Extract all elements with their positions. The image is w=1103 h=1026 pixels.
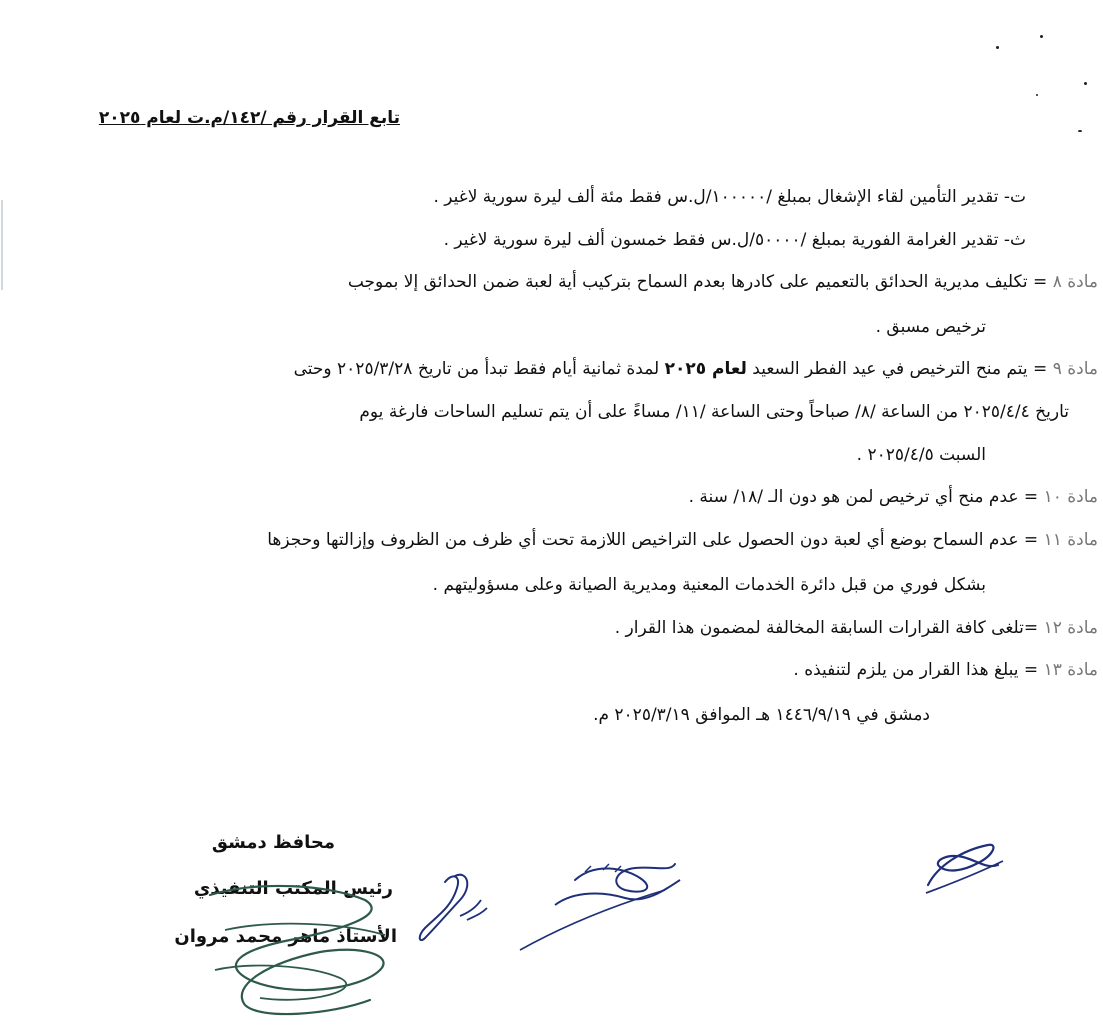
scan-speck bbox=[1040, 35, 1043, 38]
article-12-text: =تلغى كافة القرارات السابقة المخالفة لمضمون هذا القرار . bbox=[614, 618, 1039, 638]
article-11-line-1 bbox=[267, 529, 1098, 551]
green-signature-scribble bbox=[190, 870, 410, 1020]
date-line: دمشق في ١٤٤٦/٩/١٩ هـ الموافق ٢٠٢٥/٣/١٩ م. bbox=[593, 705, 930, 725]
scan-speck bbox=[996, 46, 999, 49]
item-tha: ث- تقدير الغرامة الفورية بمبلغ /٥٠٠٠٠/ل.س فقط خمسون ألف ليرة سورية لاغير . bbox=[443, 230, 1026, 250]
signature-person: الأستاذ ماهر محمد مروان bbox=[174, 926, 397, 947]
scan-edge bbox=[1, 200, 3, 290]
article-8-line-2: ترخيص مسبق . bbox=[875, 317, 986, 337]
scan-speck bbox=[1078, 130, 1082, 132]
article-10-line-1 bbox=[689, 486, 1098, 508]
signature-office: رئيس المكتب التنفيذي bbox=[193, 878, 393, 899]
article-8-text: = تكليف مديرية الحدائق بالتعميم على كادرها بعدم السماح بتركيب أية لعبة ضمن الحدائق إلا بموجب bbox=[347, 272, 1048, 292]
article-12-label: مادة ١٢ bbox=[1043, 618, 1098, 638]
signature-title: محافظ دمشق bbox=[211, 832, 335, 853]
article-8-label: مادة ٨ bbox=[1052, 272, 1098, 292]
item-ta: ت- تقدير التأمين لقاء الإشغال بمبلغ /١٠٠٠٠٠/ل.س فقط مئة ألف ليرة سورية لاغير . bbox=[433, 187, 1026, 207]
right-signature bbox=[918, 835, 1008, 900]
article-9-year-bold: لعام ٢٠٢٥ bbox=[664, 359, 747, 379]
article-9-text-b: لمدة ثمانية أيام فقط تبدأ من تاريخ ٢٠٢٥/٣/٢٨ وحتى bbox=[293, 359, 660, 379]
article-13-line-1 bbox=[793, 659, 1098, 681]
article-12-line-1 bbox=[615, 617, 1098, 639]
article-9-label: مادة ٩ bbox=[1052, 359, 1098, 379]
article-10-label: مادة ١٠ bbox=[1043, 487, 1098, 507]
middle-signature bbox=[515, 850, 695, 960]
article-11-line-2: بشكل فوري من قبل دائرة الخدمات المعنية ومديرية الصيانة وعلى مسؤوليتهم . bbox=[432, 575, 986, 595]
article-9-text-a: = يتم منح الترخيص في عيد الفطر السعيد bbox=[752, 359, 1048, 379]
article-11-text: = عدم السماح بوضع أي لعبة دون الحصول على التراخيص اللازمة تحت أي ظرف من الظروف وإزالتها وحجزها bbox=[267, 530, 1039, 550]
scan-speck bbox=[1084, 82, 1087, 85]
article-13-label: مادة ١٣ bbox=[1043, 660, 1098, 680]
article-9-line-1 bbox=[294, 358, 1098, 380]
article-11-label: مادة ١١ bbox=[1043, 530, 1098, 550]
article-9-line-3: السبت ٢٠٢٥/٤/٥ . bbox=[856, 445, 986, 465]
document-title: تابع القرار رقم /١٤٢/م.ت لعام ٢٠٢٥ bbox=[98, 108, 400, 128]
scan-speck bbox=[1036, 94, 1038, 96]
article-10-text: = عدم منح أي ترخيص لمن هو دون الـ /١٨/ سنة . bbox=[688, 487, 1039, 507]
article-9-line-2: تاريخ ٢٠٢٥/٤/٤ من الساعة /٨/ صباحاً وحتى الساعة /١١/ مساءً على أن يتم تسليم الساحات فارغة يوم bbox=[359, 402, 1069, 422]
article-8-line-1 bbox=[348, 271, 1098, 293]
article-13-text: = يبلغ هذا القرار من يلزم لتنفيذه . bbox=[793, 660, 1039, 680]
blue-initials-signature bbox=[415, 868, 505, 948]
